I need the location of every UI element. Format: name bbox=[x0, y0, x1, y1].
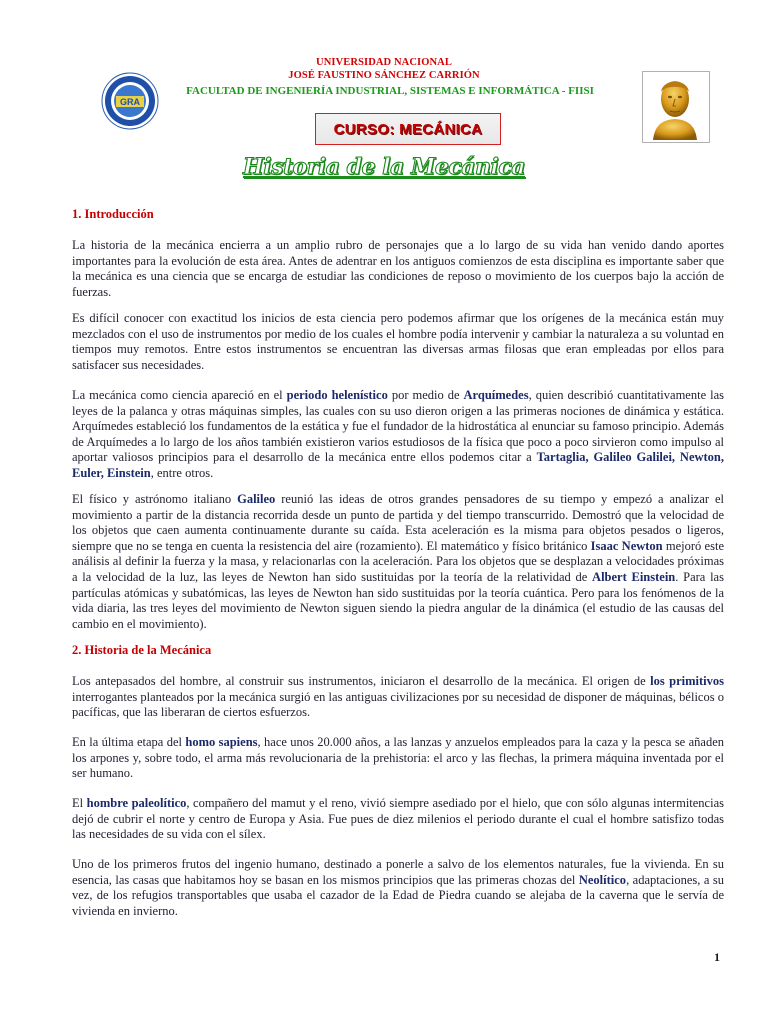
text-run: . Para las partículas atómicas y subatómicas, las leyes de Newton han sido sustituidas por la teoría cuántica. Pero para los fenómenos de la vida diaria, las tres leyes del movimiento de Newton siguen siendo la piedra angular de la dinámica (el estudio de las causas del cambio en el movimiento). bbox=[72, 569, 724, 631]
text-run: , adaptaciones, a su vez, de los refugios transportables que usaba el cazador de la Edad de Piedra cuando se alejaba de la caverna que le servía de vivienda en invierno. bbox=[72, 872, 725, 918]
bold-term: Arquímedes bbox=[463, 388, 529, 402]
university-name: UNIVERSIDAD NACIONAL bbox=[316, 57, 452, 68]
text-run: En la última etapa del bbox=[72, 735, 186, 749]
university-name-line2: JOSÉ FAUSTINO SÁNCHEZ CARRIÓN bbox=[288, 70, 480, 81]
bold-term: Galileo bbox=[237, 492, 276, 506]
page-number: 1 bbox=[714, 950, 720, 964]
paragraph bbox=[72, 857, 724, 919]
text-run: El bbox=[72, 796, 87, 810]
faculty-name: FACULTAD DE INGENIERÍA INDUSTRIAL, SISTEMAS E INFORMÁTICA - FIISI bbox=[186, 85, 594, 97]
text-run: mejoró este análisis al definir la fuerza y la masa, y relacionarlas con la aceleración. Para los objetos que se desplazan a velocidades próximas a la velocidad de la luz, las leyes de Newton han sido sustituidas por la teoría de la relatividad de bbox=[72, 538, 724, 584]
document-title: Historia de la Mecánica bbox=[242, 154, 526, 180]
text-run: por medio de bbox=[387, 388, 464, 402]
text-run: , compañero del mamut y el reno, vivió siempre asediado por el hielo, que con sólo algunas intermitencias dejó de cubrir el norte y centro de Europa y Asia. Fue pues de diez milenios el periodo durante el cual el hombre satisfizo todas las necesidades de su vida con el sílex. bbox=[72, 796, 724, 842]
paragraph bbox=[72, 311, 724, 373]
text-run: El físico y astrónomo italiano bbox=[72, 492, 238, 506]
bold-term: hombre paleolítico bbox=[86, 796, 187, 810]
paragraph bbox=[72, 674, 724, 721]
bold-term: los primitivos bbox=[650, 674, 724, 688]
paragraph bbox=[72, 796, 724, 843]
text-run: , entre otros. bbox=[150, 465, 214, 480]
text-run: reunió las ideas de otros grandes pensadores de su tiempo y empezó a analizar el movimiento a partir de la distancia recorrida desde un punto de partida y del tiempo transcurrido. Demostró que la velocidad de los objetos que caen aumenta continuamente durante su caída. Esta aceleración es la misma para objetos pesados o ligeros, siempre que no se tenga en cuenta la resistencia del aire (rozamiento). El matemático y físico británico bbox=[72, 492, 725, 553]
paragraph bbox=[72, 238, 724, 300]
paragraph bbox=[72, 492, 724, 632]
logo-text: GRA bbox=[120, 97, 140, 107]
bold-term: Neolítico bbox=[578, 872, 627, 887]
portrait-image bbox=[642, 71, 710, 143]
text-run: Uno de los primeros frutos del ingenio humano, destinado a ponerle a salvo de los elementos naturales, fue la vivienda. En su esencia, las casas que habitamos hoy se basan en los mismos principios que las primeras chozas del bbox=[72, 857, 724, 887]
text-run: La historia de la mecánica encierra a un amplio rubro de personajes que a lo largo de su vida han venido dando aportes importantes para la evolución de esta área. Antes de adentrar en los antiguos comienzos de esta disciplina es importante saber que la mecánica es una ciencia que se encarga de estudiar las condiciones de reposo o movimiento de los cuerpos bajo la acción de fuerzas. bbox=[72, 238, 724, 299]
bold-term: homo sapiens bbox=[185, 735, 258, 749]
text-run: , quien describió cuantitativamente las leyes de la palanca y otras máquinas simples, las cuales con su uso dieron origen a las primeras nociones de dinámica y estática. Arquímedes estableció los fundamentos de la estática y fue el fundador de la hidrostática al enunciar su famoso principio. Además de Arquímedes a lo largo de los años también existieron varios estudiosos de la física que poco a poco sirvieron como impulso al aportar valiosos principios para el desarrollo de la mecánica entre ellos podemos citar a bbox=[72, 388, 724, 465]
section-title-historia: 2. Historia de la Mecánica bbox=[72, 643, 212, 657]
text-run: interrogantes planteados por la mecánica surgió en las antiguas civilizaciones por su necesidad de disponer de máquinas, bélicos o pacíficas, que las liberaran de ciertos esfuerzos. bbox=[72, 689, 724, 720]
bold-term: periodo helenístico bbox=[286, 388, 388, 402]
text-run: Los antepasados del hombre, al construir sus instrumentos, iniciaron el desarrollo de la mecánica. El origen de bbox=[72, 674, 651, 688]
paragraph bbox=[72, 388, 724, 482]
paragraph bbox=[72, 735, 724, 782]
section-title-introduccion: 1. Introducción bbox=[72, 207, 154, 221]
bold-term: Albert Einstein bbox=[592, 569, 676, 584]
course-label-box bbox=[315, 113, 501, 145]
text-run: Es difícil conocer con exactitud los inicios de esta ciencia pero podemos afirmar que los orígenes de la mecánica están muy mezclados con el uso de instrumentos por medio de los cuales el hombre podía intervenir y cambiar la naturaleza a su voluntad en tiempos muy remotos. Entre estos instrumentos se encuentran las diversas armas filosas que eran empleadas por ellos para satisfacer sus necesidades. bbox=[72, 311, 724, 372]
bold-term: Tartaglia, Galileo Galilei, Newton, Euler, Einstein bbox=[72, 450, 725, 480]
bold-term: Isaac Newton bbox=[590, 538, 663, 553]
text-run: , hace unos 20.000 años, a las lanzas y anzuelos empleados para la caza y la pesca se añaden los arpones y, sobre todo, el arma más revolucionaria de la prehistoria: el arco y las flechas, la primera máquina inventada por el ser humano. bbox=[72, 735, 724, 781]
course-label: CURSO: MECÁNICA bbox=[333, 120, 483, 138]
text-run: La mecánica como ciencia apareció en el bbox=[72, 388, 287, 402]
